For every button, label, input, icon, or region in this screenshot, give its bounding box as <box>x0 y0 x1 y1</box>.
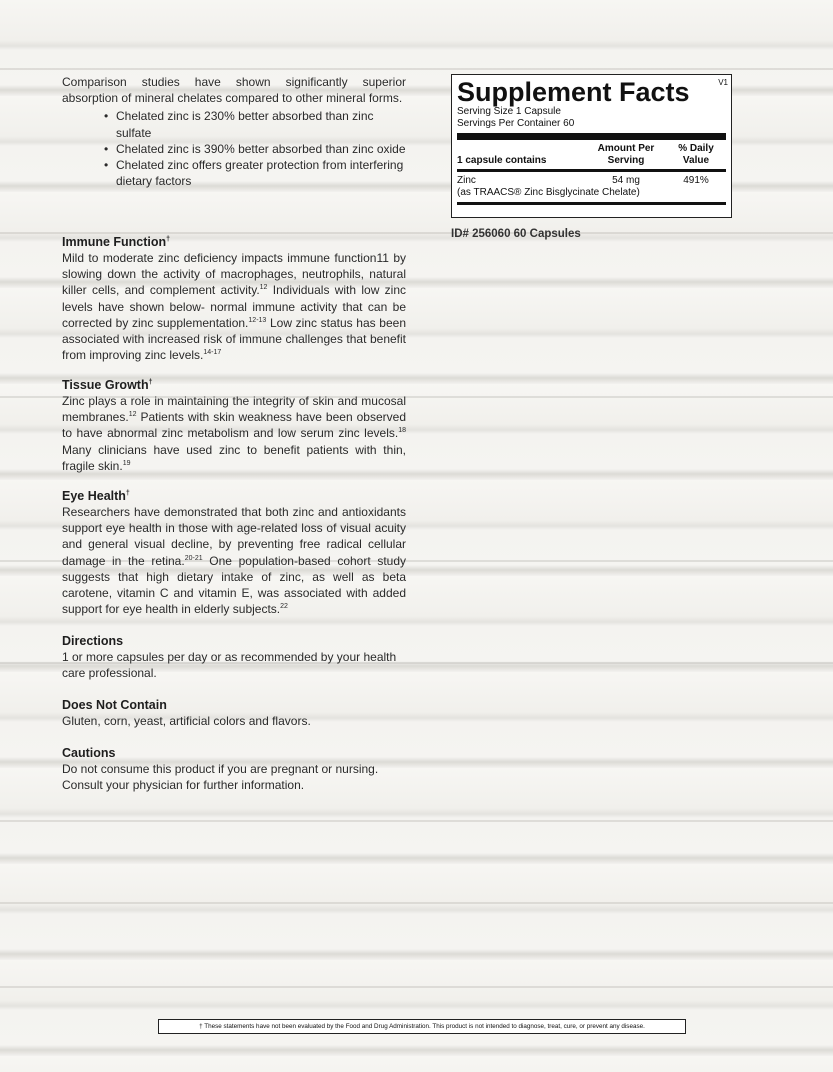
nutrient-row-zinc <box>457 174 726 187</box>
immune-heading: Immune Function† <box>62 235 171 249</box>
directions-text: 1 or more capsules per day or as recommended by your health care professional. <box>62 650 397 681</box>
tissue-text: Zinc plays a role in maintaining the integrity of skin and mucosal membranes.$^{12}$ Patients with skin weakness have been observed to have abnormal zinc metabolism and low serum zinc levels.$^{18}$ Many clinicians have used zinc to benefit patients with thin, fragile skin.$^{19}$ <box>62 394 406 473</box>
supplement-facts-panel <box>451 74 732 218</box>
nutrient-amount: 54 mg <box>612 175 640 186</box>
divider-bottom <box>457 202 726 205</box>
divider-thick <box>457 133 726 140</box>
fda-disclaimer: † These statements have not been evaluated by the Food and Drug Administration. This product is not intended to diagnose, treat, cure, or prevent any disease. <box>158 1019 686 1034</box>
facts-header-row <box>457 143 726 167</box>
supplement-facts-title: Supplement Facts <box>457 77 690 107</box>
header-capsule-contains: 1 capsule contains <box>457 155 547 166</box>
does-not-contain-heading: Does Not Contain <box>62 698 167 712</box>
eye-heading: Eye Health† <box>62 489 130 503</box>
divider-medium <box>457 169 726 172</box>
bullet-item: • Chelated zinc offers greater protection from interfering dietary factors <box>116 157 406 189</box>
immune-section <box>62 234 406 363</box>
bullet-item: • Chelated zinc is 230% better absorbed than zinc sulfate <box>116 108 406 140</box>
nutrient-source: (as TRAACS® Zinc Bisglycinate Chelate) <box>457 187 640 198</box>
directions-heading: Directions <box>62 634 124 648</box>
immune-text: Mild to moderate zinc deficiency impacts immune function11 by slowing down the activity of macrophages, neutrophils, natural killer cells, and complement activity.$^{12}$ Individuals with low zinc levels have shown below- normal immune activity that can be corrected by zinc supplementation.$^{12-13}$ Low zinc status has been associated with increased risk of immune challenges that benefit from improving zinc levels.$^{14-17}$ <box>62 251 406 363</box>
cautions-text: Do not consume this product if you are pregnant or nursing. Consult your physician for further information. <box>62 762 379 793</box>
intro-block <box>62 74 406 189</box>
bullet-item: • Chelated zinc is 390% better absorbed than zinc oxide <box>116 141 406 157</box>
nutrient-name: Zinc <box>457 175 476 186</box>
header-daily-value: % Daily Value <box>678 143 714 166</box>
cautions-heading: Cautions <box>62 746 116 760</box>
intro-bullet-list <box>62 108 406 189</box>
does-not-contain-section <box>62 697 406 729</box>
serving-size: Serving Size 1 Capsule <box>457 106 561 117</box>
version-label: V1 <box>718 78 728 87</box>
servings-per-container: Servings Per Container 60 <box>457 118 575 129</box>
eye-text: Researchers have demonstrated that both zinc and antioxidants support eye health in those with age-related loss of visual acuity and general visual decline, by preventing free radical cellular damage in the retina.$^{20-21}$ One population-based cohort study suggests that high dietary intake of zinc, as well as beta carotene, vitamin C and vitamin E, was associated with added support for eye health in elderly subjects.$^{22}$ <box>62 505 407 617</box>
header-amount: Amount Per Serving <box>597 143 655 166</box>
cautions-section <box>62 745 406 793</box>
product-id: ID# 256060 60 Capsules <box>451 228 581 240</box>
tissue-section <box>62 377 406 474</box>
intro-paragraph: Comparison studies have shown significantly superior absorption of mineral chelates compared to other mineral forms. <box>62 75 406 106</box>
does-not-contain-text: Gluten, corn, yeast, artificial colors and flavors. <box>62 714 311 728</box>
eye-section <box>62 488 406 617</box>
tissue-heading: Tissue Growth† <box>62 378 153 392</box>
directions-section <box>62 633 406 681</box>
nutrient-daily-value: 491% <box>683 175 709 186</box>
